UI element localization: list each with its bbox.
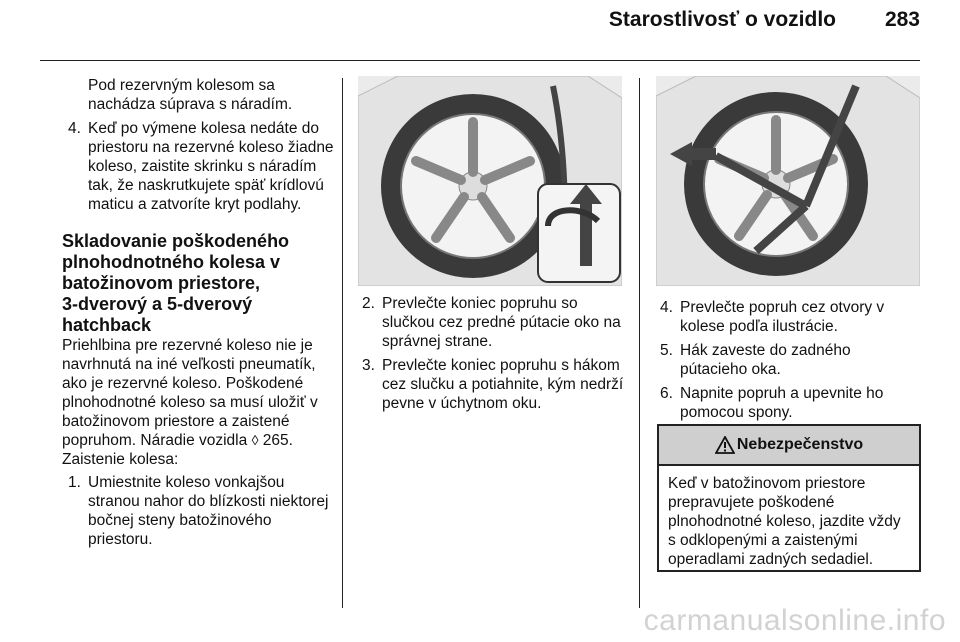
step-item-2 [362,294,627,351]
body-text: Priehlbina pre rezervné koleso nie je navrhnutá na iné veľkosti pneumatík, ako je rezervné koleso. Poškodené plnohodnotné koleso sa musí uložiť v batožinovom priestore a zaistené popruhom. Náradie vozidla [62,337,318,449]
page-number: 283 [884,8,920,31]
column-divider-left [342,78,343,608]
step-text: Hák zaveste do zadného pútacieho oka. [680,342,851,378]
step-number: 2. [362,295,375,312]
step-item-5 [660,341,920,379]
page-reference: 265. [262,432,293,449]
step-item-4 [62,119,334,214]
heading-line-1: Skladovanie poškodeného [62,231,290,251]
step-text: Napnite popruh a upevnite ho pomocou spony. [680,385,884,421]
step-number: 1. [68,474,81,491]
page-reference-icon: ◊ [251,432,259,448]
subheading: Zaistenie kolesa: [62,451,179,468]
warning-triangle-icon [715,436,735,454]
heading-line-2: plnohodnotného kolesa v [62,252,281,272]
step-number: 4. [68,120,81,137]
step-text: Prevlečte koniec popruhu s hákom cez slučku a potiahnite, kým nedrží pevne v úchytnom oku. [382,357,624,412]
step-item-3 [362,356,627,413]
intro-paragraph: Pod rezervným kolesom sa nachádza súprava s náradím. [88,77,293,113]
step-number: 5. [660,342,673,359]
heading-line-3: batožinovom priestore, [62,273,261,293]
header-divider [40,60,920,61]
step-number: 4. [660,299,673,316]
step-text: Prevlečte koniec popruhu so slučkou cez predné pútacie oko na správnej strane. [382,295,621,350]
warning-text: Keď v batožinovom priestore prepravujete poškodené plnohodnotné koleso, jazdite vždy s odklopenými a zaistenými operadlami zadných sedadiel. [668,475,901,568]
spare-wheel-illustration-1 [358,76,622,286]
spare-wheel-illustration-2 [656,76,920,286]
wheel-strap-loop-image [358,76,622,286]
section-title: Starostlivosť o vozidlo [608,8,836,31]
step-number: 3. [362,357,375,374]
heading-line-5: hatchback [62,315,152,335]
watermark: carmanualsonline.info [643,604,946,637]
section-heading [62,231,334,336]
wheel-strap-tension-image [656,76,920,286]
text-column-1 [62,76,334,554]
step-number: 6. [660,385,673,402]
warning-header [659,426,919,466]
heading-line-4: 3-dverový a 5-dverový [62,294,253,314]
column-divider-right [639,78,640,608]
text-column-2 [362,294,627,418]
step-item-6 [660,384,920,422]
danger-warning-box [657,424,921,572]
step-text: Umiestnite koleso vonkajšou stranou nahor do blízkosti niektorej bočnej steny batožinového priestoru. [88,474,329,548]
warning-title: Nebezpečenstvo [736,436,864,453]
step-item-4b [660,298,920,336]
text-column-3 [660,298,920,427]
step-item-1 [62,473,334,549]
step-text: Keď po výmene kolesa nedáte do priestoru na rezervné koleso žiadne koleso, zaistite skrinku s náradím tak, že naskrutkujete späť krídlovú maticu a zatvoríte kryt podlahy. [88,120,334,213]
body-paragraph [62,336,334,450]
step-text: Prevlečte popruh cez otvory v kolese podľa ilustrácie. [680,299,885,335]
